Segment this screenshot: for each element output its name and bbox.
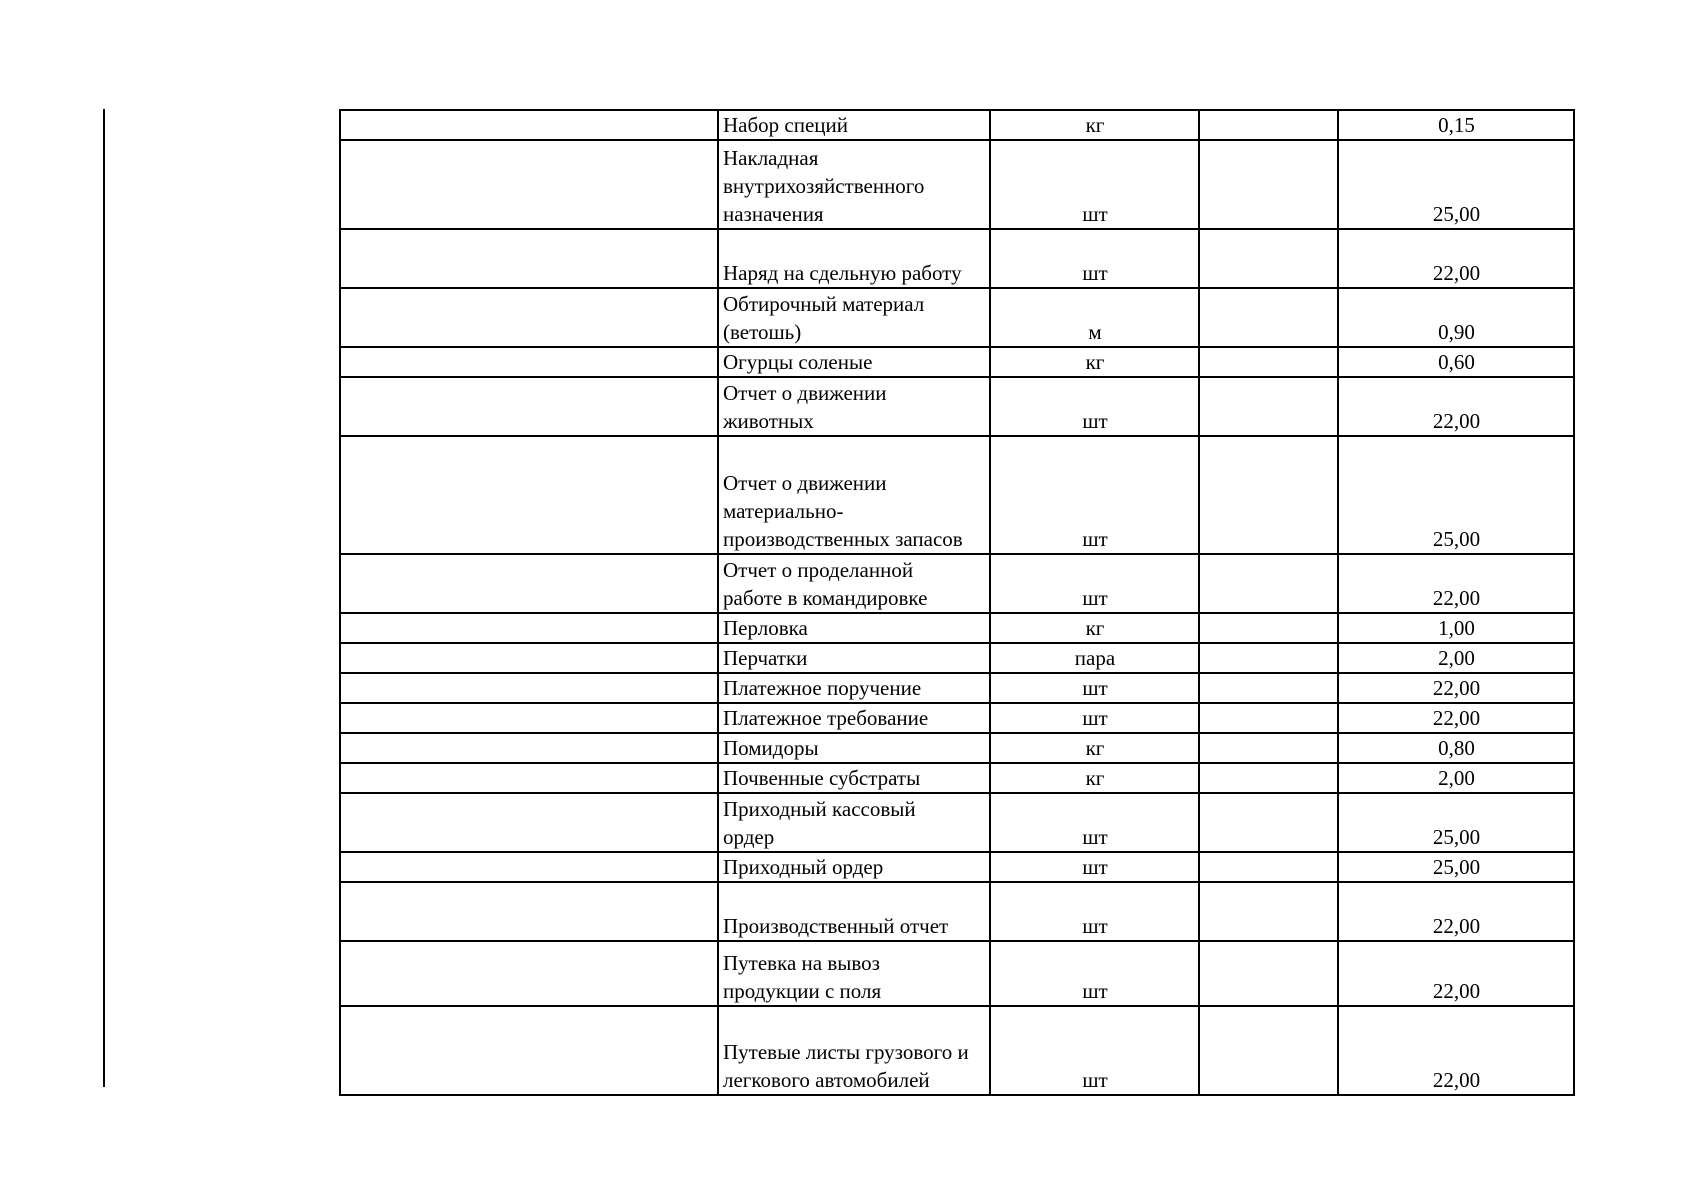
quantity-cell: 22,00 [1338, 941, 1574, 1006]
item-name-cell [718, 140, 990, 229]
unit-cell: кг [990, 613, 1199, 643]
table-body [340, 110, 1574, 1095]
item-name-line: назначения [723, 202, 824, 226]
quantity-cell: 2,00 [1338, 643, 1574, 673]
quantity-cell: 22,00 [1338, 377, 1574, 436]
item-name-line: Огурцы соленые [723, 350, 873, 374]
table-row [340, 643, 1574, 673]
unit-cell: шт [990, 882, 1199, 941]
empty-cell [1199, 288, 1338, 347]
empty-cell [340, 941, 718, 1006]
empty-cell [1199, 793, 1338, 852]
empty-cell [340, 673, 718, 703]
quantity-cell: 2,00 [1338, 763, 1574, 793]
unit-cell: шт [990, 436, 1199, 554]
empty-cell [1199, 763, 1338, 793]
table-row [340, 941, 1574, 1006]
item-name-cell [718, 554, 990, 613]
quantity-cell: 25,00 [1338, 436, 1574, 554]
item-name-cell [718, 643, 990, 673]
unit-cell: шт [990, 793, 1199, 852]
item-name-line: Накладная [723, 146, 819, 170]
empty-cell [1199, 703, 1338, 733]
unit-cell: шт [990, 377, 1199, 436]
unit-cell: кг [990, 110, 1199, 140]
item-name-line: Платежное поручение [723, 676, 922, 700]
table-row [340, 673, 1574, 703]
empty-cell [1199, 882, 1338, 941]
table-row [340, 140, 1574, 229]
unit-cell: шт [990, 703, 1199, 733]
unit-cell: кг [990, 733, 1199, 763]
item-name-line: (ветошь) [723, 320, 802, 344]
norms-table [339, 109, 1575, 1096]
empty-cell [340, 1006, 718, 1095]
item-name-line: Обтирочный материал [723, 292, 925, 316]
empty-cell [340, 852, 718, 882]
item-name-line: Платежное требование [723, 706, 929, 730]
item-name-cell [718, 229, 990, 288]
item-name-cell [718, 110, 990, 140]
table-row [340, 1006, 1574, 1095]
item-name-line: Отчет о проделанной [723, 558, 914, 582]
empty-cell [1199, 1006, 1338, 1095]
quantity-cell: 0,15 [1338, 110, 1574, 140]
item-name-cell [718, 613, 990, 643]
item-name-line: Путевка на вывоз [723, 951, 880, 975]
item-name-line: Путевые листы грузового и [723, 1040, 969, 1064]
table-row [340, 793, 1574, 852]
empty-cell [1199, 377, 1338, 436]
quantity-cell: 22,00 [1338, 673, 1574, 703]
item-name-line: Перловка [723, 616, 808, 640]
table-row [340, 882, 1574, 941]
unit-cell: шт [990, 941, 1199, 1006]
table-row [340, 852, 1574, 882]
item-name-line: легкового автомобилей [723, 1068, 930, 1092]
item-name-line: Приходный кассовый [723, 797, 916, 821]
empty-cell [340, 703, 718, 733]
table-row [340, 110, 1574, 140]
empty-cell [340, 288, 718, 347]
unit-cell: кг [990, 763, 1199, 793]
item-name-line: Перчатки [723, 646, 808, 670]
empty-cell [1199, 554, 1338, 613]
table-row [340, 703, 1574, 733]
empty-cell [1199, 852, 1338, 882]
empty-cell [340, 613, 718, 643]
empty-cell [340, 793, 718, 852]
unit-cell: кг [990, 347, 1199, 377]
item-name-line: работе в командировке [723, 586, 928, 610]
quantity-cell: 25,00 [1338, 852, 1574, 882]
empty-cell [1199, 733, 1338, 763]
unit-cell: м [990, 288, 1199, 347]
item-name-cell [718, 288, 990, 347]
empty-cell [1199, 643, 1338, 673]
item-name-cell [718, 436, 990, 554]
quantity-cell: 0,90 [1338, 288, 1574, 347]
unit-cell: шт [990, 852, 1199, 882]
item-name-cell [718, 941, 990, 1006]
item-name-cell [718, 852, 990, 882]
unit-cell: шт [990, 140, 1199, 229]
quantity-cell: 22,00 [1338, 554, 1574, 613]
left-margin-rule [103, 109, 105, 1087]
item-name-cell [718, 763, 990, 793]
item-name-cell [718, 793, 990, 852]
empty-cell [340, 763, 718, 793]
item-name-cell [718, 673, 990, 703]
unit-cell: шт [990, 554, 1199, 613]
item-name-line: Отчет о движении [723, 471, 887, 495]
item-name-line: ордер [723, 825, 775, 849]
empty-cell [1199, 347, 1338, 377]
item-name-cell [718, 882, 990, 941]
empty-cell [340, 229, 718, 288]
quantity-cell: 25,00 [1338, 793, 1574, 852]
item-name-line: Отчет о движении [723, 381, 887, 405]
empty-cell [1199, 941, 1338, 1006]
unit-cell: шт [990, 1006, 1199, 1095]
empty-cell [340, 643, 718, 673]
item-name-cell [718, 347, 990, 377]
empty-cell [1199, 229, 1338, 288]
table-row [340, 229, 1574, 288]
empty-cell [340, 882, 718, 941]
table-row [340, 288, 1574, 347]
item-name-line: животных [723, 409, 814, 433]
empty-cell [1199, 140, 1338, 229]
quantity-cell: 0,60 [1338, 347, 1574, 377]
item-name-line: Производственный отчет [723, 914, 949, 938]
quantity-cell: 22,00 [1338, 229, 1574, 288]
empty-cell [340, 140, 718, 229]
table-row [340, 377, 1574, 436]
unit-cell: пара [990, 643, 1199, 673]
table-row [340, 347, 1574, 377]
quantity-cell: 22,00 [1338, 703, 1574, 733]
quantity-cell: 0,80 [1338, 733, 1574, 763]
item-name-line: производственных запасов [723, 527, 963, 551]
item-name-line: внутрихозяйственного [723, 174, 925, 198]
item-name-line: материально- [723, 499, 844, 523]
empty-cell [340, 347, 718, 377]
table-row [340, 554, 1574, 613]
item-name-line: Почвенные субстраты [723, 766, 921, 790]
quantity-cell: 25,00 [1338, 140, 1574, 229]
unit-cell: шт [990, 673, 1199, 703]
table-row [340, 613, 1574, 643]
empty-cell [340, 436, 718, 554]
empty-cell [340, 733, 718, 763]
quantity-cell: 22,00 [1338, 1006, 1574, 1095]
empty-cell [1199, 436, 1338, 554]
item-name-cell [718, 733, 990, 763]
item-name-cell [718, 703, 990, 733]
unit-cell: шт [990, 229, 1199, 288]
table-row [340, 763, 1574, 793]
quantity-cell: 1,00 [1338, 613, 1574, 643]
item-name-line: Приходный ордер [723, 855, 884, 879]
item-name-cell [718, 1006, 990, 1095]
quantity-cell: 22,00 [1338, 882, 1574, 941]
empty-cell [1199, 673, 1338, 703]
item-name-line: Помидоры [723, 736, 819, 760]
empty-cell [340, 377, 718, 436]
table-row [340, 733, 1574, 763]
item-name-line: Наряд на сдельную работу [723, 261, 962, 285]
item-name-line: продукции с поля [723, 979, 882, 1003]
empty-cell [1199, 613, 1338, 643]
item-name-cell [718, 377, 990, 436]
empty-cell [340, 110, 718, 140]
table-row [340, 436, 1574, 554]
empty-cell [1199, 110, 1338, 140]
empty-cell [340, 554, 718, 613]
item-name-line: Набор специй [723, 113, 849, 137]
